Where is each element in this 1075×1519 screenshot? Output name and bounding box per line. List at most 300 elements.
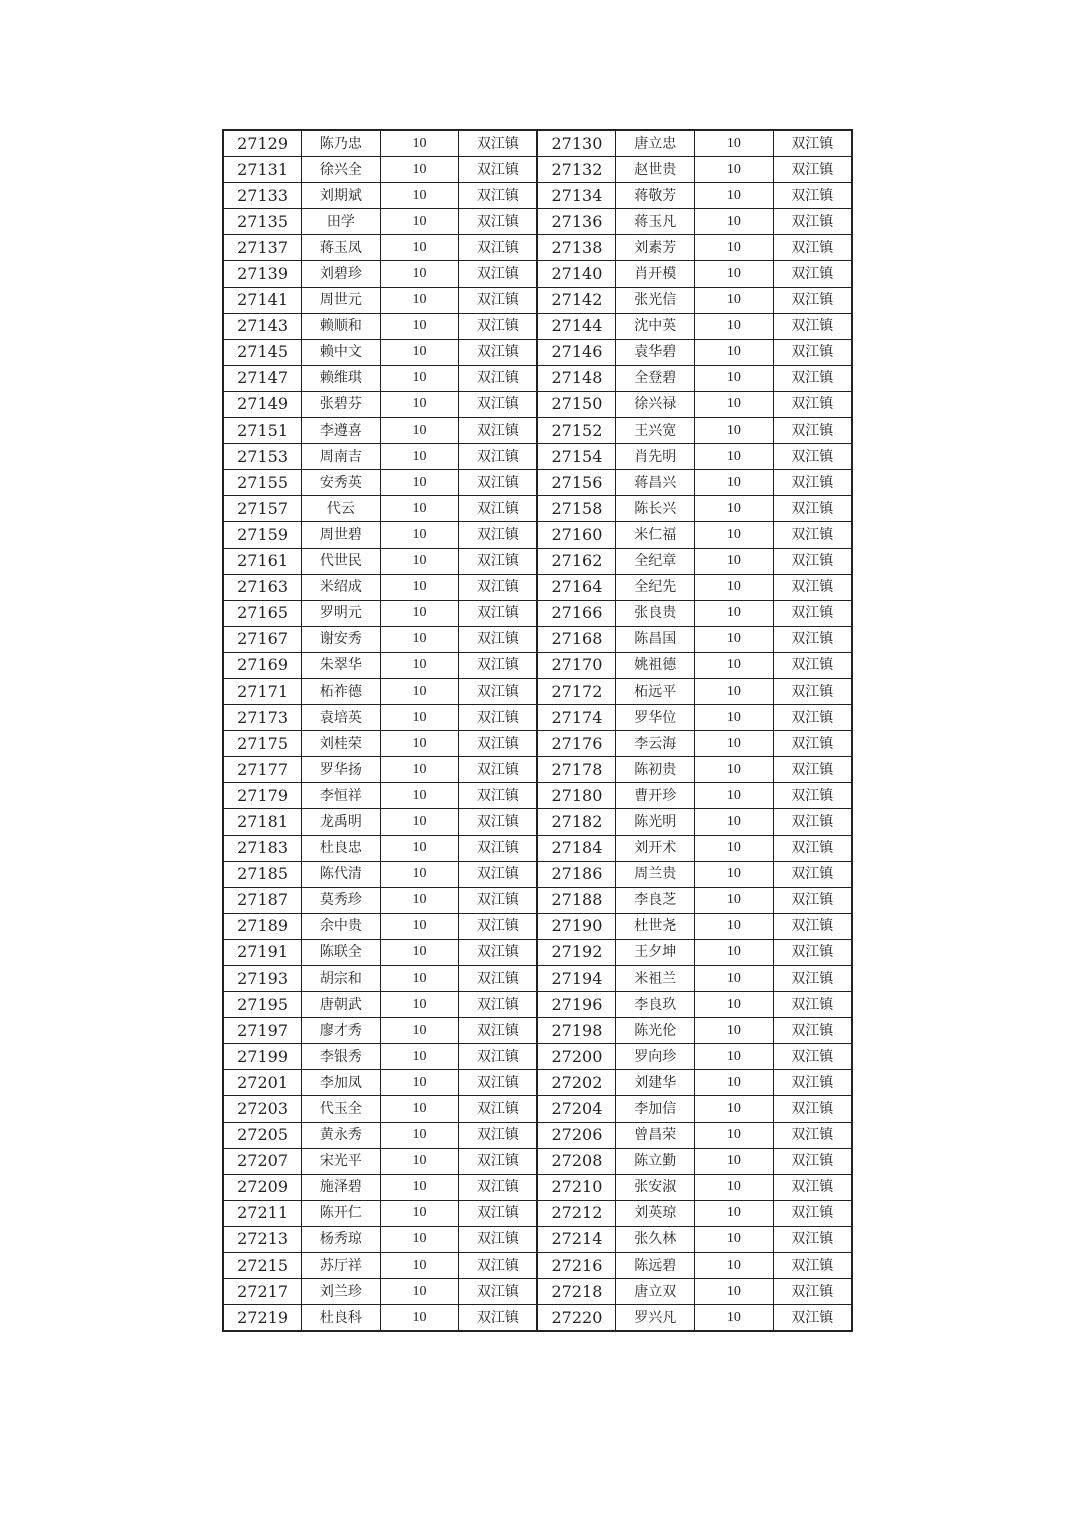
entry-town-cell: 双江镇: [773, 1226, 852, 1252]
entry-count-cell: 10: [695, 1200, 774, 1226]
entry-id-cell: 27140: [537, 261, 616, 287]
entry-name-cell: 徐兴禄: [616, 391, 695, 417]
table-row: [223, 548, 852, 574]
table-row: [223, 157, 852, 183]
entry-count-cell: 10: [695, 783, 774, 809]
entry-name-cell: 刘开术: [616, 835, 695, 861]
entry-town-cell: 双江镇: [459, 287, 538, 313]
entry-count-cell: 10: [380, 130, 459, 157]
entry-name-cell: 刘碧珍: [302, 261, 381, 287]
entry-id-cell: 27173: [223, 705, 302, 731]
entry-name-cell: 龙禹明: [302, 809, 381, 835]
entry-town-cell: 双江镇: [459, 157, 538, 183]
entry-count-cell: 10: [695, 1305, 774, 1332]
entry-town-cell: 双江镇: [459, 626, 538, 652]
entry-town-cell: 双江镇: [459, 574, 538, 600]
entry-town-cell: 双江镇: [459, 1070, 538, 1096]
entry-id-cell: 27136: [537, 209, 616, 235]
entry-name-cell: 姚祖德: [616, 652, 695, 678]
entry-name-cell: 李良玖: [616, 992, 695, 1018]
entry-name-cell: 罗兴凡: [616, 1305, 695, 1332]
table-row: [223, 444, 852, 470]
entry-count-cell: 10: [380, 548, 459, 574]
entry-count-cell: 10: [380, 705, 459, 731]
entry-count-cell: 10: [695, 1044, 774, 1070]
entry-name-cell: 肖开模: [616, 261, 695, 287]
entry-town-cell: 双江镇: [459, 391, 538, 417]
entry-id-cell: 27208: [537, 1148, 616, 1174]
entry-name-cell: 周世碧: [302, 522, 381, 548]
entry-town-cell: 双江镇: [459, 1018, 538, 1044]
entry-count-cell: 10: [380, 1200, 459, 1226]
entry-id-cell: 27185: [223, 861, 302, 887]
entry-id-cell: 27145: [223, 339, 302, 365]
entry-town-cell: 双江镇: [459, 444, 538, 470]
entry-town-cell: 双江镇: [773, 1122, 852, 1148]
entry-name-cell: 刘兰珍: [302, 1279, 381, 1305]
entry-name-cell: 张碧芬: [302, 391, 381, 417]
entry-count-cell: 10: [380, 1174, 459, 1200]
table-row: [223, 835, 852, 861]
table-row: [223, 287, 852, 313]
entry-town-cell: 双江镇: [773, 1279, 852, 1305]
entry-name-cell: 柘祚德: [302, 678, 381, 704]
table-row: [223, 913, 852, 939]
entry-id-cell: 27181: [223, 809, 302, 835]
table-row: [223, 678, 852, 704]
entry-count-cell: 10: [380, 678, 459, 704]
entry-id-cell: 27168: [537, 626, 616, 652]
entry-id-cell: 27210: [537, 1174, 616, 1200]
entry-count-cell: 10: [380, 783, 459, 809]
entry-count-cell: 10: [380, 339, 459, 365]
entry-count-cell: 10: [695, 130, 774, 157]
entry-count-cell: 10: [380, 1122, 459, 1148]
entry-id-cell: 27149: [223, 391, 302, 417]
entry-name-cell: 陈光明: [616, 809, 695, 835]
entry-id-cell: 27159: [223, 522, 302, 548]
entry-id-cell: 27211: [223, 1200, 302, 1226]
entry-name-cell: 安秀英: [302, 470, 381, 496]
entry-id-cell: 27190: [537, 913, 616, 939]
entry-name-cell: 曹开珍: [616, 783, 695, 809]
entry-id-cell: 27166: [537, 600, 616, 626]
table-row: [223, 313, 852, 339]
entry-name-cell: 唐朝武: [302, 992, 381, 1018]
table-row: [223, 1122, 852, 1148]
entry-town-cell: 双江镇: [459, 1226, 538, 1252]
entry-count-cell: 10: [695, 235, 774, 261]
entry-town-cell: 双江镇: [459, 339, 538, 365]
entry-id-cell: 27187: [223, 887, 302, 913]
entry-count-cell: 10: [695, 966, 774, 992]
roster-table-body: [223, 130, 852, 1331]
entry-name-cell: 周兰贵: [616, 861, 695, 887]
entry-name-cell: 柘远平: [616, 678, 695, 704]
entry-name-cell: 蒋玉凡: [616, 209, 695, 235]
entry-name-cell: 赵世贵: [616, 157, 695, 183]
entry-town-cell: 双江镇: [459, 600, 538, 626]
entry-town-cell: 双江镇: [459, 1279, 538, 1305]
table-row: [223, 183, 852, 209]
entry-name-cell: 罗明元: [302, 600, 381, 626]
entry-count-cell: 10: [695, 1253, 774, 1279]
entry-town-cell: 双江镇: [773, 1044, 852, 1070]
table-row: [223, 574, 852, 600]
entry-count-cell: 10: [380, 444, 459, 470]
entry-name-cell: 苏厅祥: [302, 1253, 381, 1279]
entry-count-cell: 10: [380, 887, 459, 913]
entry-name-cell: 王兴宽: [616, 418, 695, 444]
entry-count-cell: 10: [380, 496, 459, 522]
entry-id-cell: 27218: [537, 1279, 616, 1305]
entry-name-cell: 陈昌国: [616, 626, 695, 652]
entry-town-cell: 双江镇: [773, 757, 852, 783]
entry-town-cell: 双江镇: [773, 209, 852, 235]
entry-name-cell: 罗华位: [616, 705, 695, 731]
table-row: [223, 626, 852, 652]
entry-town-cell: 双江镇: [773, 731, 852, 757]
entry-count-cell: 10: [380, 1044, 459, 1070]
entry-town-cell: 双江镇: [459, 130, 538, 157]
entry-town-cell: 双江镇: [773, 966, 852, 992]
entry-name-cell: 赖顺和: [302, 313, 381, 339]
entry-count-cell: 10: [380, 809, 459, 835]
entry-name-cell: 张光信: [616, 287, 695, 313]
entry-id-cell: 27165: [223, 600, 302, 626]
entry-town-cell: 双江镇: [773, 887, 852, 913]
entry-count-cell: 10: [380, 261, 459, 287]
entry-town-cell: 双江镇: [773, 313, 852, 339]
entry-town-cell: 双江镇: [459, 939, 538, 965]
entry-count-cell: 10: [380, 1096, 459, 1122]
entry-town-cell: 双江镇: [459, 261, 538, 287]
table-row: [223, 600, 852, 626]
table-row: [223, 1305, 852, 1332]
table-row: [223, 757, 852, 783]
entry-count-cell: 10: [380, 391, 459, 417]
entry-name-cell: 米祖兰: [616, 966, 695, 992]
entry-name-cell: 陈远碧: [616, 1253, 695, 1279]
entry-count-cell: 10: [695, 652, 774, 678]
entry-count-cell: 10: [695, 705, 774, 731]
table-row: [223, 809, 852, 835]
entry-town-cell: 双江镇: [773, 444, 852, 470]
entry-id-cell: 27199: [223, 1044, 302, 1070]
entry-town-cell: 双江镇: [459, 1122, 538, 1148]
entry-id-cell: 27158: [537, 496, 616, 522]
entry-town-cell: 双江镇: [459, 548, 538, 574]
entry-count-cell: 10: [695, 444, 774, 470]
table-row: [223, 339, 852, 365]
entry-id-cell: 27193: [223, 966, 302, 992]
entry-id-cell: 27155: [223, 470, 302, 496]
table-row: [223, 1226, 852, 1252]
entry-name-cell: 赖维琪: [302, 365, 381, 391]
entry-count-cell: 10: [380, 522, 459, 548]
table-row: [223, 391, 852, 417]
entry-town-cell: 双江镇: [773, 339, 852, 365]
entry-count-cell: 10: [695, 470, 774, 496]
entry-count-cell: 10: [695, 992, 774, 1018]
entry-town-cell: 双江镇: [459, 1148, 538, 1174]
entry-id-cell: 27151: [223, 418, 302, 444]
table-row: [223, 1096, 852, 1122]
entry-name-cell: 张安淑: [616, 1174, 695, 1200]
entry-id-cell: 27171: [223, 678, 302, 704]
entry-name-cell: 罗向珍: [616, 1044, 695, 1070]
entry-name-cell: 李加信: [616, 1096, 695, 1122]
entry-name-cell: 米绍成: [302, 574, 381, 600]
entry-town-cell: 双江镇: [773, 548, 852, 574]
entry-name-cell: 谢安秀: [302, 626, 381, 652]
entry-name-cell: 刘英琼: [616, 1200, 695, 1226]
entry-town-cell: 双江镇: [459, 966, 538, 992]
entry-town-cell: 双江镇: [773, 1174, 852, 1200]
entry-id-cell: 27184: [537, 835, 616, 861]
entry-id-cell: 27141: [223, 287, 302, 313]
entry-count-cell: 10: [695, 574, 774, 600]
entry-id-cell: 27214: [537, 1226, 616, 1252]
table-row: [223, 1070, 852, 1096]
entry-id-cell: 27129: [223, 130, 302, 157]
entry-count-cell: 10: [380, 861, 459, 887]
entry-id-cell: 27216: [537, 1253, 616, 1279]
entry-town-cell: 双江镇: [773, 1253, 852, 1279]
entry-name-cell: 李遵喜: [302, 418, 381, 444]
entry-count-cell: 10: [695, 757, 774, 783]
entry-town-cell: 双江镇: [459, 835, 538, 861]
entry-id-cell: 27204: [537, 1096, 616, 1122]
entry-count-cell: 10: [380, 966, 459, 992]
entry-id-cell: 27169: [223, 652, 302, 678]
table-row: [223, 209, 852, 235]
entry-name-cell: 蒋敬芳: [616, 183, 695, 209]
entry-count-cell: 10: [695, 391, 774, 417]
entry-count-cell: 10: [380, 157, 459, 183]
entry-name-cell: 唐立忠: [616, 130, 695, 157]
entry-count-cell: 10: [380, 1226, 459, 1252]
table-row: [223, 418, 852, 444]
table-row: [223, 705, 852, 731]
entry-town-cell: 双江镇: [773, 913, 852, 939]
entry-name-cell: 田学: [302, 209, 381, 235]
entry-count-cell: 10: [695, 678, 774, 704]
entry-id-cell: 27178: [537, 757, 616, 783]
entry-count-cell: 10: [695, 183, 774, 209]
entry-count-cell: 10: [380, 287, 459, 313]
entry-id-cell: 27219: [223, 1305, 302, 1332]
entry-id-cell: 27194: [537, 966, 616, 992]
entry-name-cell: 赖中文: [302, 339, 381, 365]
entry-town-cell: 双江镇: [773, 783, 852, 809]
entry-count-cell: 10: [380, 1148, 459, 1174]
entry-town-cell: 双江镇: [773, 1200, 852, 1226]
entry-town-cell: 双江镇: [459, 209, 538, 235]
entry-id-cell: 27157: [223, 496, 302, 522]
entry-id-cell: 27132: [537, 157, 616, 183]
entry-town-cell: 双江镇: [773, 1018, 852, 1044]
entry-id-cell: 27160: [537, 522, 616, 548]
entry-id-cell: 27150: [537, 391, 616, 417]
entry-count-cell: 10: [380, 470, 459, 496]
entry-name-cell: 代玉全: [302, 1096, 381, 1122]
entry-name-cell: 罗华扬: [302, 757, 381, 783]
entry-id-cell: 27207: [223, 1148, 302, 1174]
entry-count-cell: 10: [695, 1096, 774, 1122]
entry-count-cell: 10: [380, 574, 459, 600]
entry-count-cell: 10: [695, 209, 774, 235]
entry-name-cell: 代云: [302, 496, 381, 522]
entry-town-cell: 双江镇: [773, 600, 852, 626]
entry-id-cell: 27179: [223, 783, 302, 809]
entry-town-cell: 双江镇: [459, 1044, 538, 1070]
entry-count-cell: 10: [380, 992, 459, 1018]
entry-town-cell: 双江镇: [773, 705, 852, 731]
entry-id-cell: 27154: [537, 444, 616, 470]
entry-town-cell: 双江镇: [459, 678, 538, 704]
entry-id-cell: 27131: [223, 157, 302, 183]
entry-id-cell: 27196: [537, 992, 616, 1018]
entry-town-cell: 双江镇: [459, 652, 538, 678]
entry-town-cell: 双江镇: [459, 1096, 538, 1122]
entry-town-cell: 双江镇: [773, 496, 852, 522]
entry-name-cell: 陈代清: [302, 861, 381, 887]
table-row: [223, 496, 852, 522]
entry-count-cell: 10: [380, 626, 459, 652]
entry-town-cell: 双江镇: [773, 261, 852, 287]
entry-id-cell: 27191: [223, 939, 302, 965]
entry-count-cell: 10: [695, 339, 774, 365]
entry-name-cell: 周南吉: [302, 444, 381, 470]
entry-count-cell: 10: [380, 600, 459, 626]
entry-name-cell: 王夕坤: [616, 939, 695, 965]
entry-id-cell: 27148: [537, 365, 616, 391]
entry-count-cell: 10: [695, 1070, 774, 1096]
entry-name-cell: 蒋昌兴: [616, 470, 695, 496]
entry-name-cell: 莫秀珍: [302, 887, 381, 913]
entry-name-cell: 全纪先: [616, 574, 695, 600]
entry-town-cell: 双江镇: [773, 992, 852, 1018]
entry-name-cell: 刘桂荣: [302, 731, 381, 757]
table-row: [223, 235, 852, 261]
entry-id-cell: 27138: [537, 235, 616, 261]
entry-town-cell: 双江镇: [459, 313, 538, 339]
entry-name-cell: 宋光平: [302, 1148, 381, 1174]
entry-name-cell: 施泽碧: [302, 1174, 381, 1200]
entry-id-cell: 27130: [537, 130, 616, 157]
table-row: [223, 1174, 852, 1200]
entry-id-cell: 27143: [223, 313, 302, 339]
entry-count-cell: 10: [380, 313, 459, 339]
entry-count-cell: 10: [695, 626, 774, 652]
entry-id-cell: 27134: [537, 183, 616, 209]
entry-town-cell: 双江镇: [459, 1200, 538, 1226]
entry-name-cell: 陈长兴: [616, 496, 695, 522]
entry-id-cell: 27152: [537, 418, 616, 444]
entry-name-cell: 张久林: [616, 1226, 695, 1252]
entry-id-cell: 27162: [537, 548, 616, 574]
entry-id-cell: 27170: [537, 652, 616, 678]
entry-id-cell: 27188: [537, 887, 616, 913]
entry-id-cell: 27175: [223, 731, 302, 757]
table-row: [223, 522, 852, 548]
table-row: [223, 1044, 852, 1070]
entry-count-cell: 10: [695, 939, 774, 965]
entry-id-cell: 27200: [537, 1044, 616, 1070]
entry-town-cell: 双江镇: [773, 1148, 852, 1174]
entry-id-cell: 27174: [537, 705, 616, 731]
entry-id-cell: 27205: [223, 1122, 302, 1148]
table-row: [223, 731, 852, 757]
roster-table: [222, 129, 853, 1332]
entry-id-cell: 27209: [223, 1174, 302, 1200]
entry-count-cell: 10: [695, 887, 774, 913]
entry-town-cell: 双江镇: [773, 939, 852, 965]
entry-name-cell: 周世元: [302, 287, 381, 313]
entry-count-cell: 10: [695, 157, 774, 183]
entry-name-cell: 代世民: [302, 548, 381, 574]
entry-town-cell: 双江镇: [459, 1174, 538, 1200]
entry-name-cell: 刘素芳: [616, 235, 695, 261]
entry-count-cell: 10: [695, 548, 774, 574]
entry-name-cell: 胡宗和: [302, 966, 381, 992]
entry-town-cell: 双江镇: [773, 235, 852, 261]
entry-id-cell: 27176: [537, 731, 616, 757]
entry-name-cell: 杨秀琼: [302, 1226, 381, 1252]
entry-count-cell: 10: [695, 913, 774, 939]
table-row: [223, 1279, 852, 1305]
entry-count-cell: 10: [695, 1148, 774, 1174]
entry-count-cell: 10: [380, 1070, 459, 1096]
entry-name-cell: 李恒祥: [302, 783, 381, 809]
entry-town-cell: 双江镇: [459, 783, 538, 809]
entry-id-cell: 27146: [537, 339, 616, 365]
table-row: [223, 966, 852, 992]
entry-count-cell: 10: [380, 183, 459, 209]
entry-count-cell: 10: [695, 1174, 774, 1200]
entry-count-cell: 10: [380, 418, 459, 444]
entry-count-cell: 10: [380, 835, 459, 861]
entry-count-cell: 10: [695, 496, 774, 522]
entry-town-cell: 双江镇: [459, 235, 538, 261]
entry-id-cell: 27215: [223, 1253, 302, 1279]
entry-id-cell: 27137: [223, 235, 302, 261]
entry-id-cell: 27156: [537, 470, 616, 496]
entry-name-cell: 廖才秀: [302, 1018, 381, 1044]
entry-id-cell: 27189: [223, 913, 302, 939]
entry-count-cell: 10: [695, 809, 774, 835]
entry-town-cell: 双江镇: [459, 861, 538, 887]
entry-id-cell: 27198: [537, 1018, 616, 1044]
entry-name-cell: 陈初贵: [616, 757, 695, 783]
entry-count-cell: 10: [695, 1122, 774, 1148]
entry-name-cell: 杜世尧: [616, 913, 695, 939]
entry-count-cell: 10: [380, 1305, 459, 1332]
entry-count-cell: 10: [695, 313, 774, 339]
entry-name-cell: 李云海: [616, 731, 695, 757]
entry-name-cell: 蒋玉凤: [302, 235, 381, 261]
entry-count-cell: 10: [380, 939, 459, 965]
entry-id-cell: 27217: [223, 1279, 302, 1305]
entry-count-cell: 10: [380, 913, 459, 939]
table-row: [223, 992, 852, 1018]
entry-count-cell: 10: [695, 261, 774, 287]
entry-name-cell: 陈光伦: [616, 1018, 695, 1044]
entry-town-cell: 双江镇: [459, 522, 538, 548]
entry-town-cell: 双江镇: [459, 757, 538, 783]
entry-count-cell: 10: [380, 235, 459, 261]
